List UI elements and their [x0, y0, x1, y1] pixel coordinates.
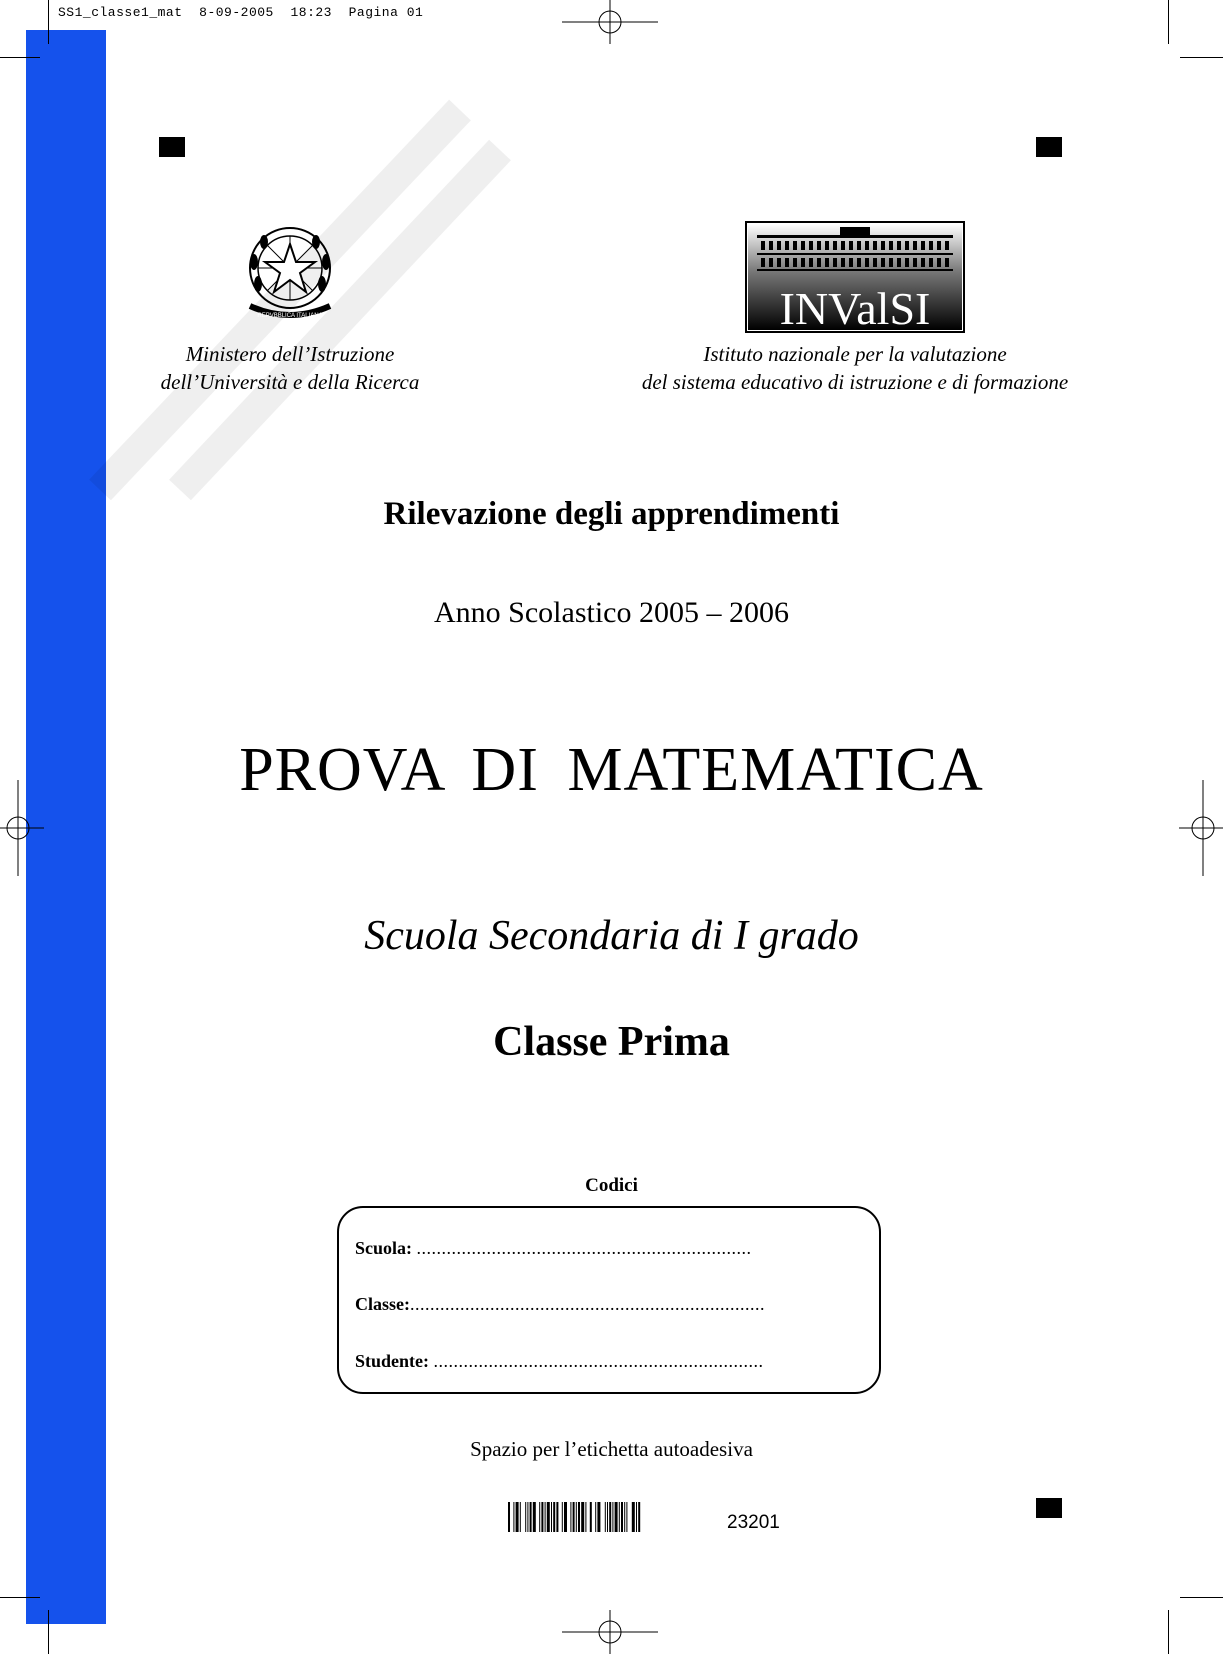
scuola-value: ...................................................................	[416, 1238, 752, 1258]
codici-heading: Codici	[585, 1175, 638, 1196]
classe-value: .......................................................................	[410, 1294, 765, 1314]
school-year: Anno Scolastico 2005 – 2006	[434, 596, 789, 629]
crop-mark-bottom-right-h	[1180, 1597, 1223, 1598]
invalsi-caption-line1: Istituto nazionale per la valutazione	[703, 342, 1007, 366]
crop-mark-bottom-left-h	[0, 1597, 40, 1598]
barcode-icon	[508, 1502, 708, 1532]
classe-label: Classe:	[355, 1294, 410, 1314]
ministry-caption-line1: Ministero dell’Istruzione	[185, 342, 395, 366]
school-level: Scuola Secondaria di I grado	[364, 913, 859, 959]
scuola-label: Scuola:	[355, 1238, 413, 1258]
codici-box	[337, 1206, 881, 1394]
emblem-text: REPVBBLICA ITALIANA	[257, 313, 323, 319]
crop-mark-top-left-h	[0, 57, 40, 58]
invalsi-logo	[745, 221, 965, 333]
barcode-number: 23201	[727, 1512, 780, 1533]
scuola-field[interactable]	[355, 1238, 752, 1259]
test-title: PROVA DI MATEMATICA	[239, 736, 984, 804]
studente-field[interactable]	[355, 1351, 764, 1372]
omr-square-top-right	[1036, 137, 1062, 157]
slug-page: Pagina 01	[348, 5, 424, 20]
slug-file: SS1_classe1_mat	[58, 5, 183, 20]
classe-field[interactable]	[355, 1294, 765, 1315]
omr-square-top-left	[159, 137, 185, 157]
studente-label: Studente:	[355, 1351, 430, 1371]
survey-title: Rilevazione degli apprendimenti	[383, 496, 840, 532]
invalsi-logo-text: INValSI	[779, 283, 931, 333]
invalsi-caption-line2: del sistema educativo di istruzione e di formazione	[641, 370, 1069, 394]
ministry-caption	[140, 340, 440, 396]
crop-mark-bottom-left	[48, 1610, 49, 1654]
crop-mark-top-right-h	[1180, 57, 1223, 58]
slug-date: 8-09-2005	[199, 5, 274, 20]
ministry-caption-line2: dell’Università e della Ricerca	[160, 370, 420, 394]
registration-target-bottom	[562, 1610, 658, 1654]
studente-value: ..................................................................	[433, 1351, 764, 1371]
crop-mark-bottom-right	[1168, 1610, 1169, 1654]
italian-emblem-icon	[240, 222, 340, 324]
crop-mark-top-right	[1168, 0, 1169, 44]
invalsi-caption	[600, 340, 1110, 396]
sticker-label-note: Spazio per l’etichetta autoadesiva	[470, 1437, 753, 1461]
registration-target-top	[562, 0, 658, 44]
crop-mark-top-left	[48, 0, 49, 44]
slug-time: 18:23	[290, 5, 332, 20]
omr-square-bottom-right	[1036, 1498, 1062, 1518]
printer-slug	[58, 5, 423, 20]
class-level: Classe Prima	[493, 1019, 730, 1065]
